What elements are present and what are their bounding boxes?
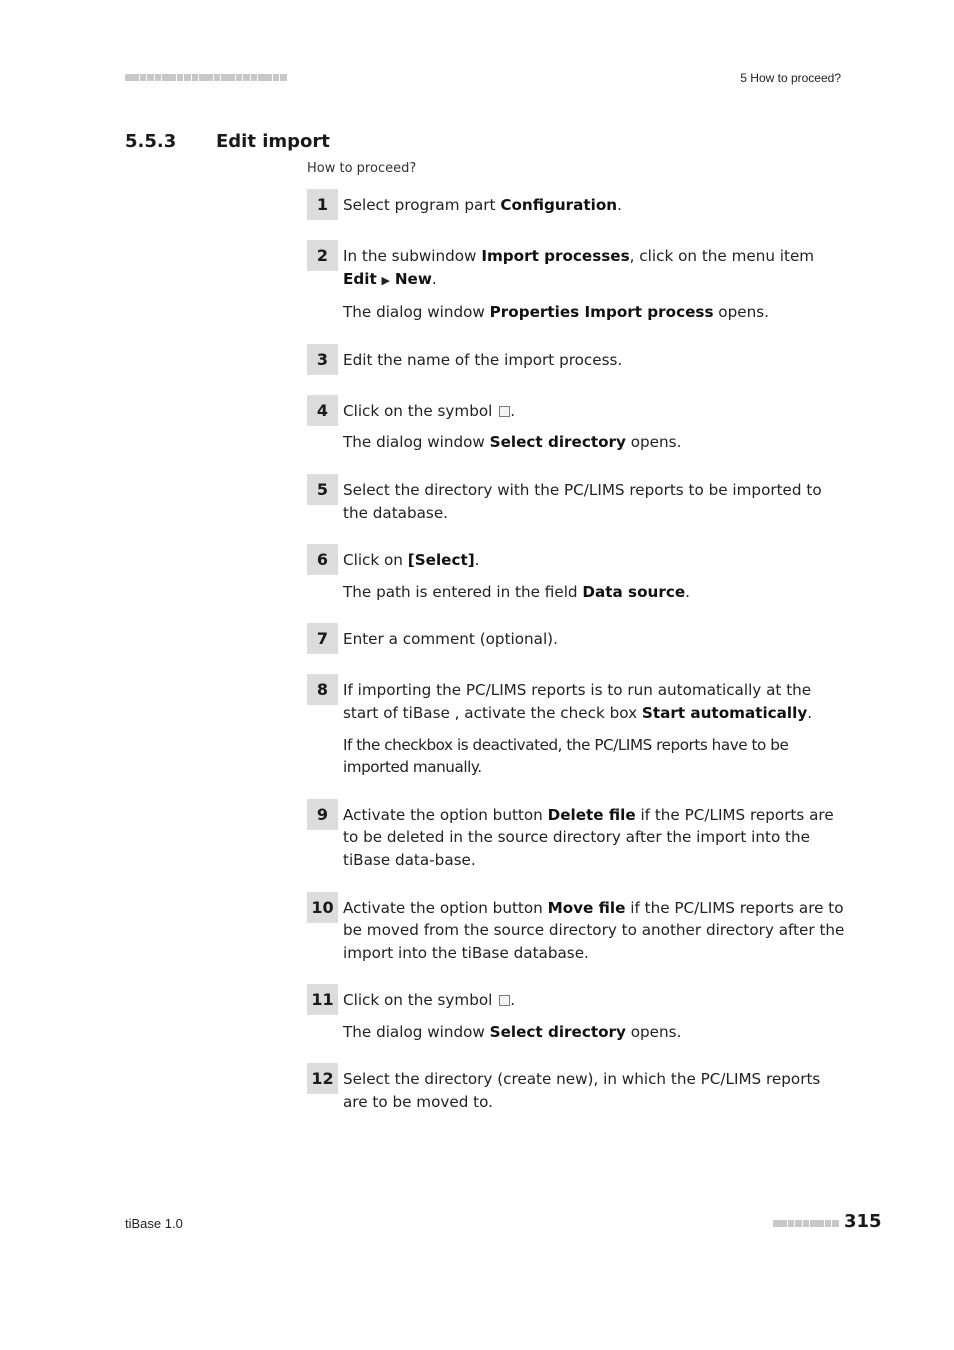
step-body [343, 344, 847, 375]
step-body [343, 984, 847, 1043]
step-number: 6 [307, 544, 338, 575]
step-number: 9 [307, 799, 338, 830]
step-body [343, 1063, 847, 1113]
step-number: 1 [307, 189, 338, 220]
step-body [343, 544, 847, 603]
step-7 [307, 623, 847, 654]
step-instruction: Activate the option button Delete file if the PC/LIMS reports are to be deleted in the source directory after the import into the tiBase data-base. [343, 805, 834, 869]
step-result: The path is entered in the field Data source. [343, 582, 690, 601]
step-8 [307, 674, 847, 778]
step-instruction: Activate the option button Move file if the PC/LIMS reports are to be moved from the source directory to another directory after the import into the tiBase database. [343, 898, 845, 962]
step-result: The dialog window Select directory opens. [343, 433, 682, 452]
footer-decoration [773, 1220, 839, 1227]
step-body [343, 799, 847, 872]
step-number: 10 [307, 892, 338, 923]
step-12 [307, 1063, 847, 1113]
section-number: 5.5.3 [125, 131, 177, 152]
step-number: 5 [307, 474, 338, 505]
step-1 [307, 189, 847, 220]
step-6 [307, 544, 847, 603]
step-instruction: Select the directory (create new), in which the PC/LIMS reports are to be moved to. [343, 1070, 821, 1112]
folder-browse-icon [499, 995, 510, 1006]
step-instruction: Edit the name of the import process. [343, 350, 623, 369]
step-body [343, 892, 847, 965]
step-body [343, 623, 847, 654]
step-9 [307, 799, 847, 872]
chapter-header: 5 How to proceed? [740, 71, 841, 85]
step-number: 4 [307, 395, 338, 426]
step-number: 12 [307, 1063, 338, 1094]
step-instruction: Enter a comment (optional). [343, 630, 558, 649]
step-4 [307, 395, 847, 454]
folder-browse-icon [499, 406, 510, 417]
step-instruction: Select the directory with the PC/LIMS reports to be imported to the database. [343, 480, 822, 522]
step-body [343, 474, 847, 524]
step-10 [307, 892, 847, 965]
page-number: 315 [844, 1211, 882, 1232]
step-body [343, 395, 847, 454]
step-body [343, 240, 847, 324]
step-number: 3 [307, 344, 338, 375]
step-instruction: In the subwindow Import processes, click on the menu item Edit ▶ New. [343, 247, 815, 288]
step-3 [307, 344, 847, 375]
step-5 [307, 474, 847, 524]
step-list [307, 189, 847, 1134]
menu-arrow-icon: ▶ [381, 273, 391, 287]
step-instruction: Click on [Select]. [343, 551, 480, 570]
step-number: 7 [307, 623, 338, 654]
step-result: The dialog window Properties Import process opens. [343, 303, 769, 322]
step-number: 11 [307, 984, 338, 1015]
footer-product: tiBase 1.0 [125, 1216, 183, 1231]
header-decoration [125, 74, 287, 81]
step-11 [307, 984, 847, 1043]
step-body [343, 189, 847, 220]
step-instruction: Click on the symbol . [343, 991, 516, 1010]
step-result: The dialog window Select directory opens. [343, 1022, 682, 1041]
step-instruction: Click on the symbol . [343, 401, 516, 420]
step-instruction: If importing the PC/LIMS reports is to run automatically at the start of tiBase , activate the check box Start automatically. [343, 681, 813, 722]
section-title: Edit import [216, 131, 330, 152]
step-2 [307, 240, 847, 324]
step-body [343, 674, 847, 778]
step-instruction: Select program part Configuration. [343, 196, 622, 214]
step-result: If the checkbox is deactivated, the PC/LIMS reports have to be imported manually. [343, 735, 789, 777]
step-number: 2 [307, 240, 338, 271]
section-intro: How to proceed? [307, 161, 417, 176]
step-number: 8 [307, 674, 338, 705]
